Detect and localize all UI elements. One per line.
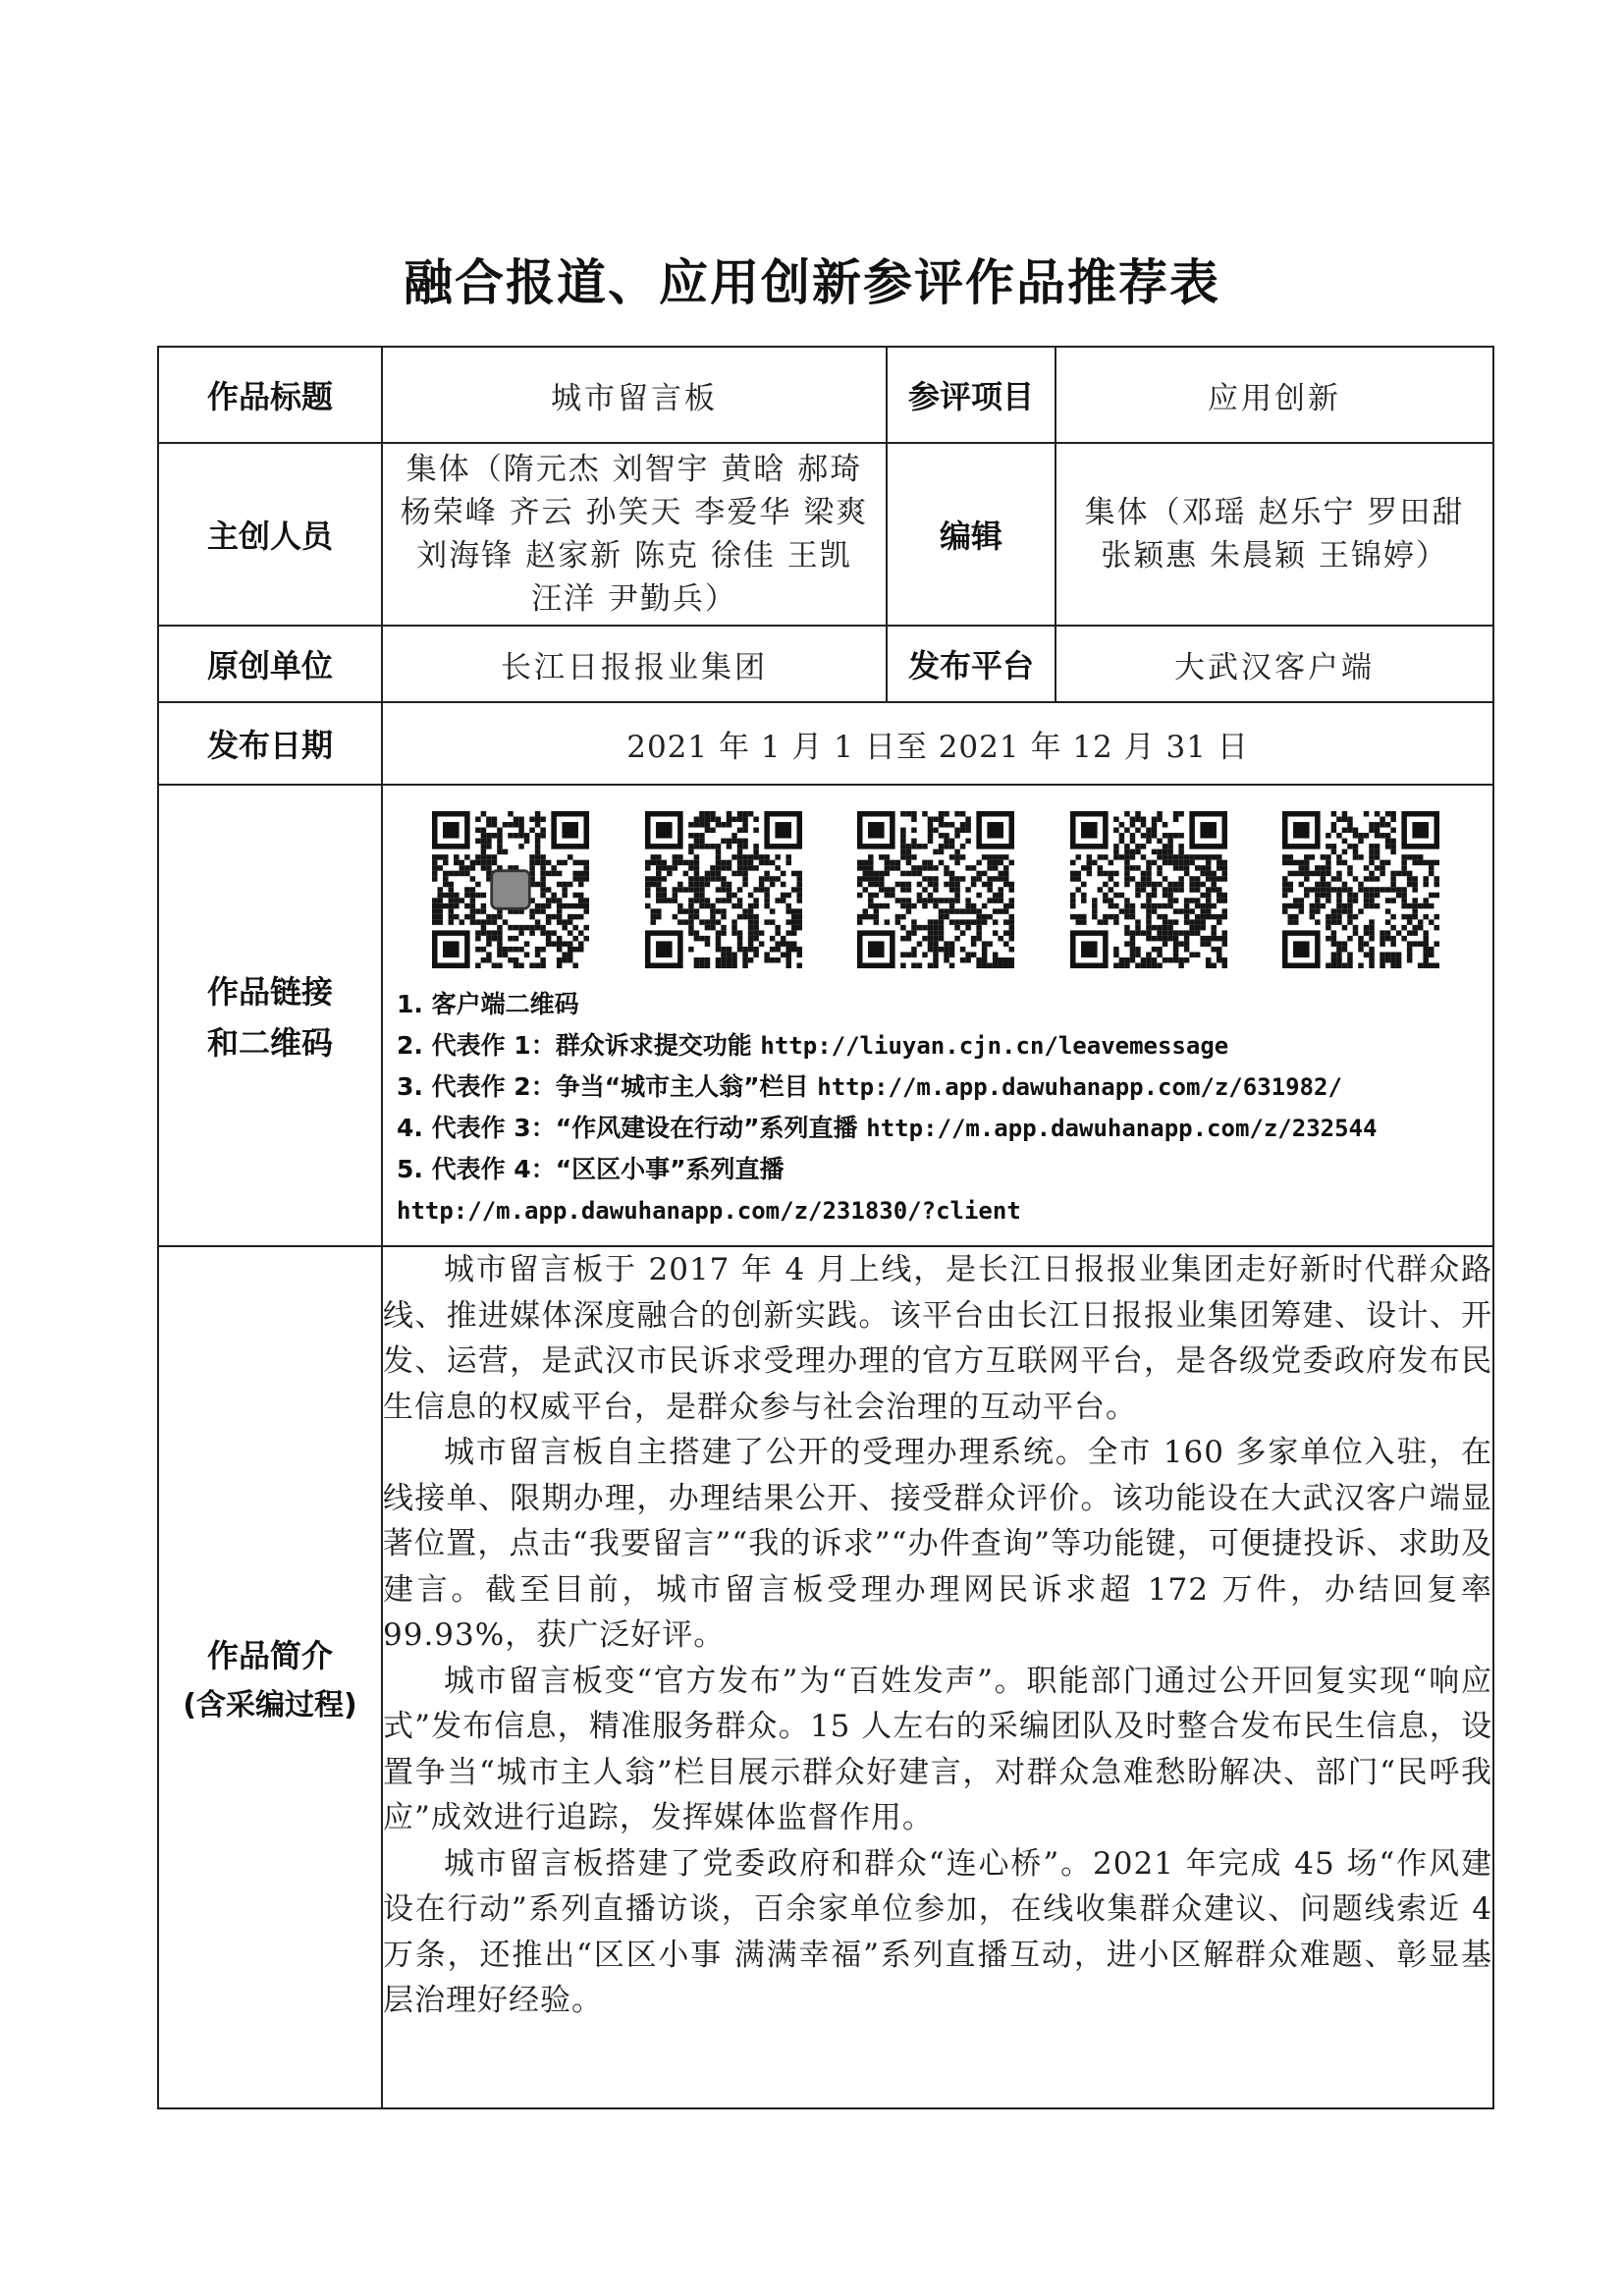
label-date: 发布日期 <box>158 702 382 785</box>
recommendation-form <box>157 346 1494 2109</box>
label-creators: 主创人员 <box>158 443 382 626</box>
label-platform: 发布平台 <box>887 626 1056 702</box>
label-category: 参评项目 <box>887 347 1056 443</box>
value-date: 2021 年 1 月 1 日至 2021 年 12 月 31 日 <box>382 702 1493 785</box>
intro-paragraph-4: 城市留言板搭建了党委政府和群众“连心桥”。2021 年完成 45 场“作风建设在行动”系列直播访谈，百余家单位参加，在线收集群众建议、问题线索近 4 万条，还推出“区区小事 满满幸福”系列直播互动，进小区解群众难题、彰显基层治理好经验。 <box>383 1845 1492 2018</box>
link-url[interactable]: http://liuyan.cjn.cn/leavemessage <box>760 1032 1229 1060</box>
label-intro-line2: (含采编过程) <box>183 1688 357 1722</box>
label-intro <box>158 1246 382 2108</box>
value-work-title: 城市留言板 <box>382 347 887 443</box>
link-url[interactable]: http://m.app.dawuhanapp.com/z/231830/?client <box>397 1197 1021 1225</box>
qr-code-row <box>383 786 1492 978</box>
link-item-1: 1. 客户端二维码 <box>397 990 579 1018</box>
label-links <box>158 785 382 1246</box>
value-editors: 集体（邓瑶 赵乐宁 罗田甜 张颖惠 朱晨颖 王锦婷） <box>1056 443 1493 626</box>
row-links <box>158 785 1493 1246</box>
intro-cell <box>382 1246 1493 2108</box>
value-unit: 长江日报报业集团 <box>382 626 887 702</box>
label-editors: 编辑 <box>887 443 1056 626</box>
row-unit <box>158 626 1493 702</box>
qr-code-work-2-icon[interactable] <box>857 811 1014 968</box>
value-creators: 集体（隋元杰 刘智宇 黄晗 郝琦 杨荣峰 齐云 孙笑天 李爱华 梁爽 刘海锋 赵家新 陈克 徐佳 王凯 汪洋 尹勤兵） <box>382 443 887 626</box>
qr-code-work-3-icon[interactable] <box>1070 811 1227 968</box>
row-intro <box>158 1246 1493 2108</box>
page-title: 融合报道、应用创新参评作品推荐表 <box>404 254 1220 311</box>
qr-code-work-1-icon[interactable] <box>645 811 802 968</box>
link-url[interactable]: http://m.app.dawuhanapp.com/z/232544 <box>866 1115 1378 1142</box>
link-item-2: 2. 代表作 1：群众诉求提交功能 http://liuyan.cjn.cn/leavemessage <box>397 1031 1229 1060</box>
link-item-5: 5. 代表作 4：“区区小事”系列直播 <box>397 1155 785 1183</box>
label-links-line1: 作品链接 <box>206 973 333 1011</box>
link-item-4: 4. 代表作 3：“作风建设在行动”系列直播 http://m.app.dawuhanapp.com/z/232544 <box>397 1114 1378 1142</box>
value-category: 应用创新 <box>1056 347 1493 443</box>
intro-paragraph-3: 城市留言板变“官方发布”为“百姓发声”。职能部门通过公开回复实现“响应式”发布信息，精准服务群众。15 人左右的采编团队及时整合发布民生信息，设置争当“城市主人翁”栏目展示群众好建言，对群众急难愁盼解决、部门“民呼我应”成效进行追踪，发挥媒体监督作用。 <box>383 1663 1492 1835</box>
intro-paragraph-1: 城市留言板于 2017 年 4 月上线，是长江日报报业集团走好新时代群众路线、推进媒体深度融合的创新实践。该平台由长江日报报业集团筹建、设计、开发、运营，是武汉市民诉求受理办理的官方互联网平台，是各级党委政府发布民生信息的权威平台，是群众参与社会治理的互动平台。 <box>383 1252 1492 1425</box>
link-url[interactable]: http://m.app.dawuhanapp.com/z/631982/ <box>817 1073 1342 1101</box>
row-date <box>158 702 1493 785</box>
label-intro-line1: 作品简介 <box>206 1637 333 1674</box>
row-work-title <box>158 347 1493 443</box>
label-unit: 原创单位 <box>158 626 382 702</box>
link-item-5-url <box>397 1190 1479 1231</box>
link-item-3: 3. 代表作 2：争当“城市主人翁”栏目 http://m.app.dawuhanapp.com/z/631982/ <box>397 1072 1342 1101</box>
qr-code-work-4-icon[interactable] <box>1282 811 1439 968</box>
links-list <box>383 978 1492 1245</box>
row-creators <box>158 443 1493 626</box>
intro-paragraph-2: 城市留言板自主搭建了公开的受理办理系统。全市 160 多家单位入驻，在线接单、限期办理，办理结果公开、接受群众评价。该功能设在大武汉客户端显著位置，点击“我要留言”“我的诉求”“办件查询”等功能键，可便捷投诉、求助及建言。截至目前，城市留言板受理办理网民诉求超 172 万件，办结回复率 99.93%，获广泛好评。 <box>383 1435 1492 1653</box>
qr-code-client-icon[interactable] <box>432 811 589 968</box>
value-platform: 大武汉客户端 <box>1056 626 1493 702</box>
links-cell <box>382 785 1493 1246</box>
label-work-title: 作品标题 <box>158 347 382 443</box>
label-links-line2: 和二维码 <box>206 1024 333 1062</box>
